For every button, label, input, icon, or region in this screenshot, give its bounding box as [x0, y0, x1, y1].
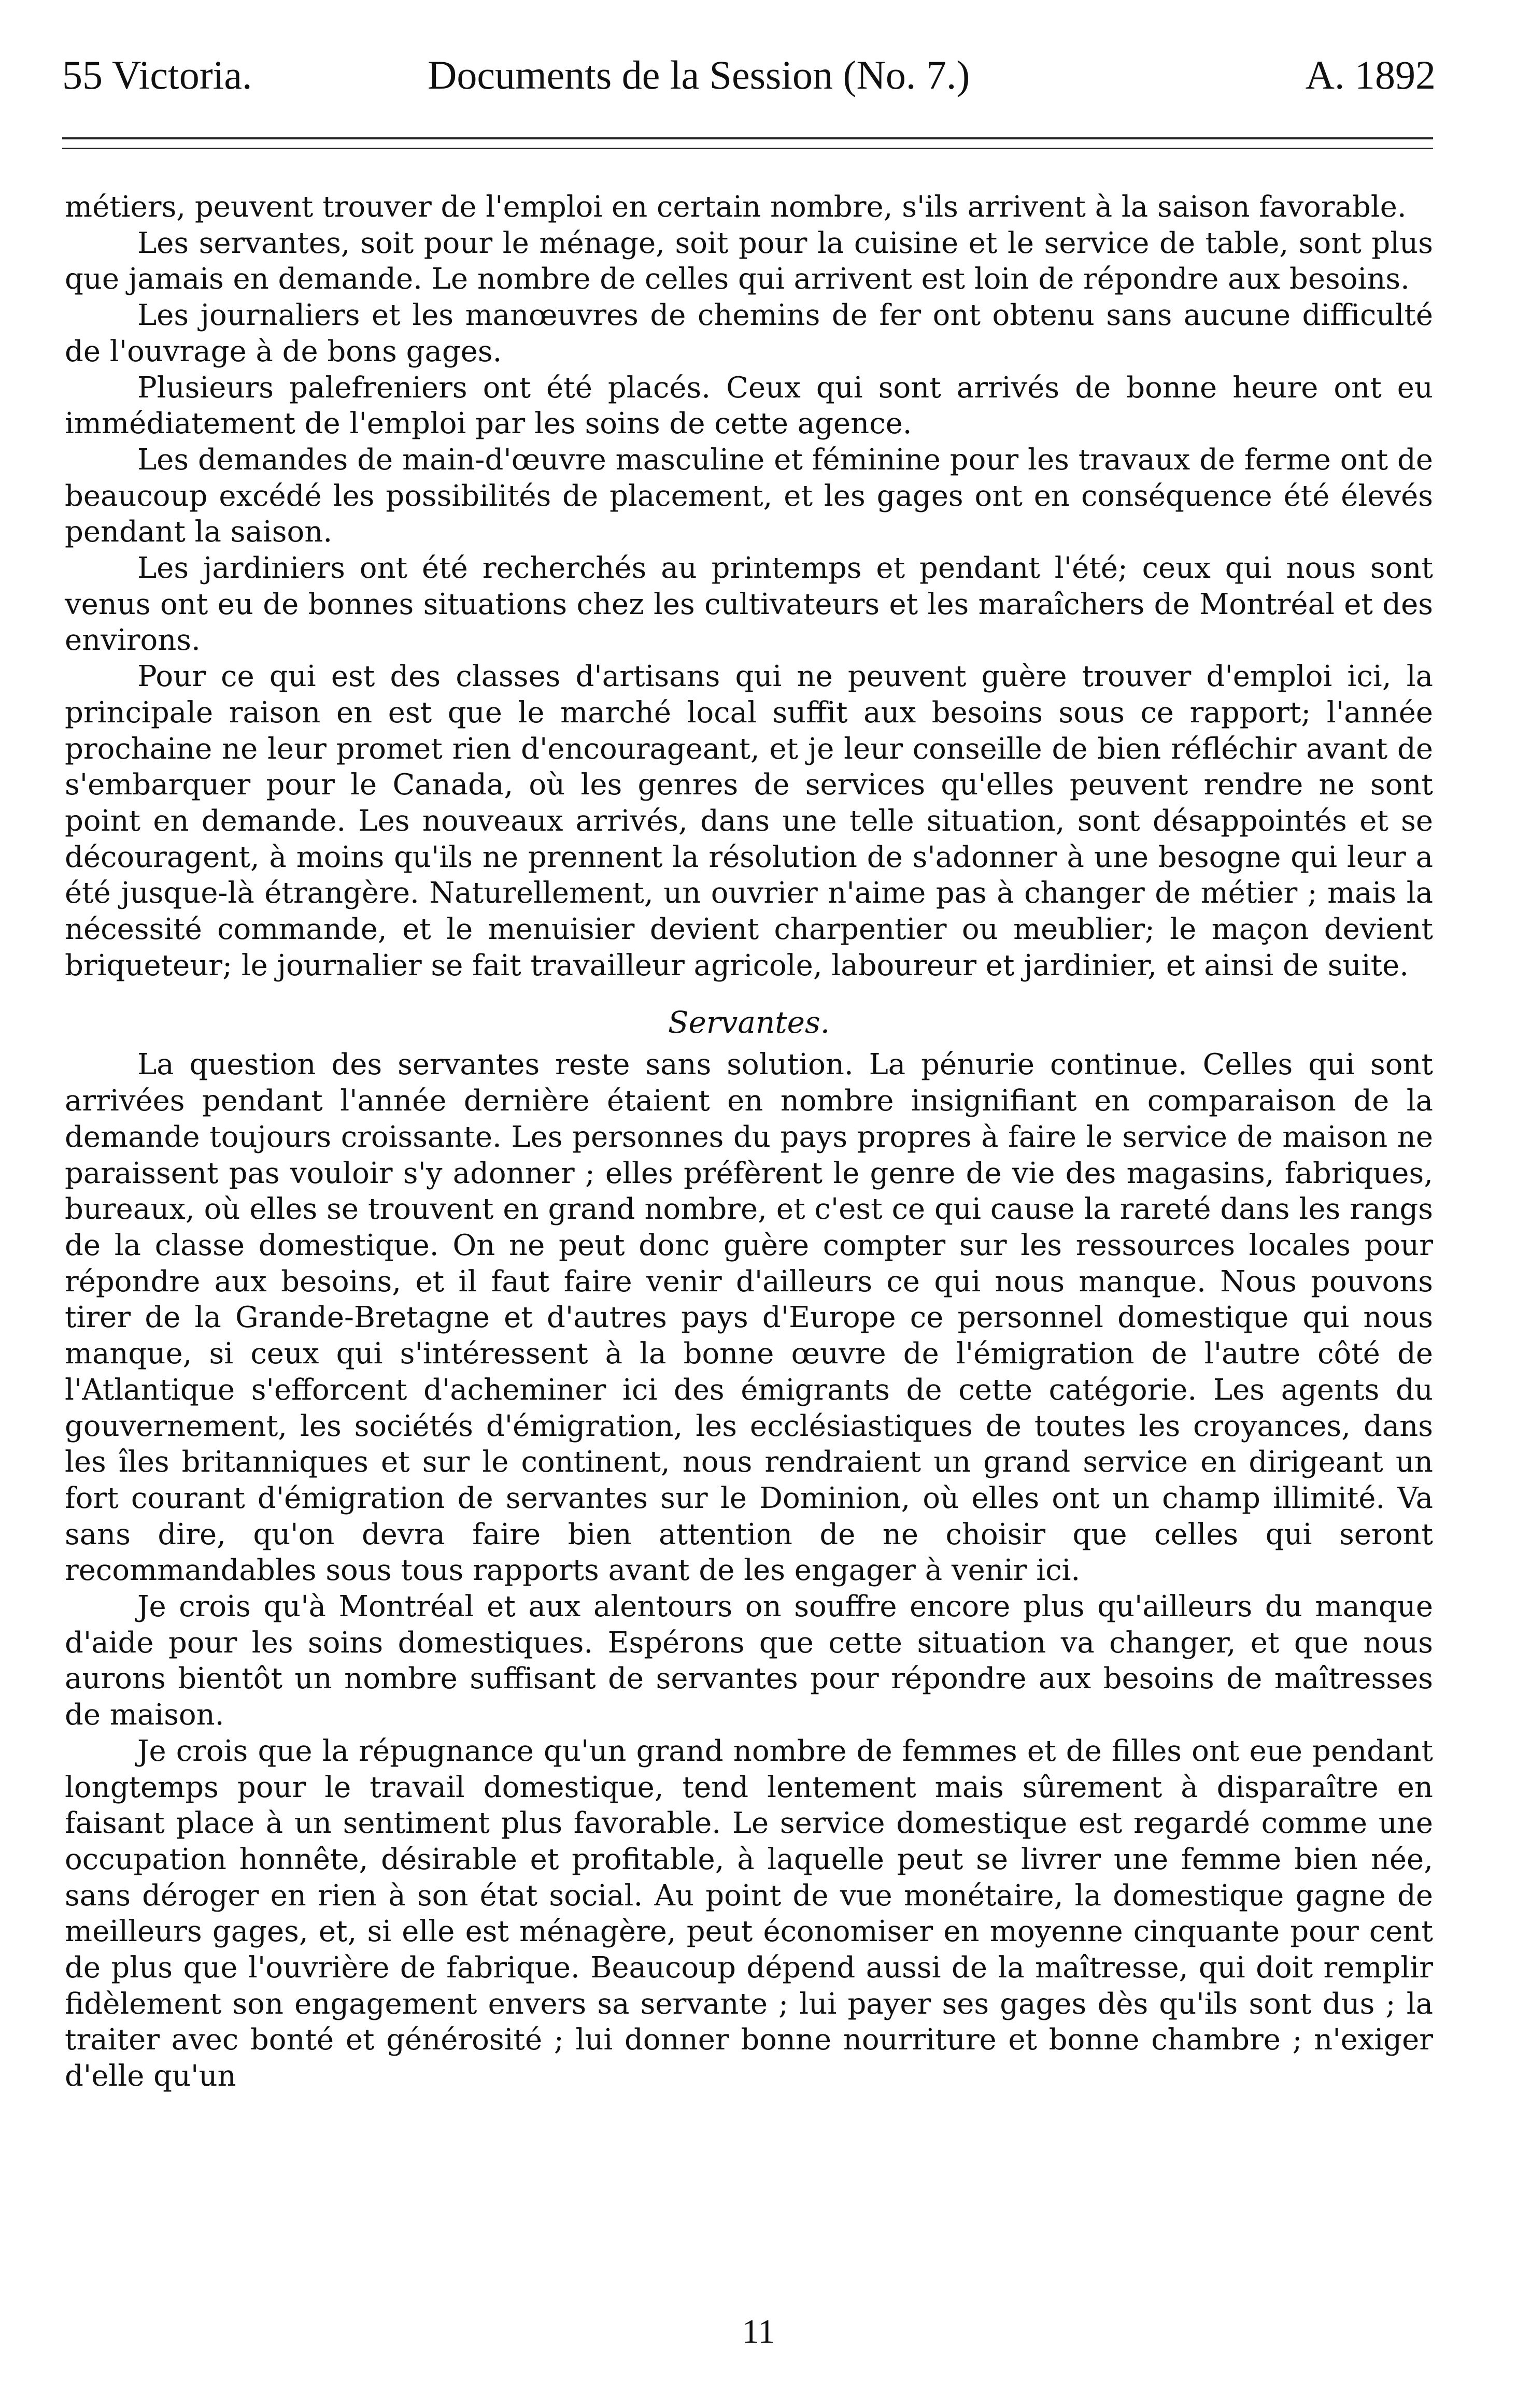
paragraph: Plusieurs palefreniers ont été placés. Ceux qui sont arrivés de bonne heure ont eu immédiatement de l'emploi par les soins de cette agence. — [65, 371, 1433, 441]
header-document-title: Documents de la Session (No. 7.) — [428, 52, 970, 97]
paragraph: métiers, peuvent trouver de l'emploi en certain nombre, s'ils arrivent à la saison favorable. — [65, 190, 1407, 224]
paragraph: La question des servantes reste sans solution. La pénurie continue. Celles qui sont arrivées pendant l'année dernière étaient en nombre insignifiant en comparaison de la demande toujours croissante. Les personnes du pays propres à faire le service de maison ne paraissent pas vouloir s'y adonner ; elles préfèrent le genre de vie des magasins, fabriques, bureaux, où elles se trouvent en grand nombre, et c'est ce qui cause la rareté dans les rangs de la classe domestique. On ne peut donc guère compter sur les ressources locales pour répondre aux besoins, et il faut faire venir d'ailleurs ce qui nous manque. Nous pouvons tirer de la Grande-Bretagne et d'autres pays d'Europe ce personnel domestique qui nous manque, si ceux qui s'intéressent à la bonne œuvre de l'émigration de l'autre côté de l'Atlantique s'efforcent d'acheminer ici des émigrants de cette catégorie. Les agents du gouvernement, les sociétés d'émigration, les ecclésiastiques de toutes les croyances, dans les îles britanniques et sur le continent, nous rendraient un grand service en dirigeant un fort courant d'émigration de servantes sur le Dominion, où elles ont un champ illimité. Va sans dire, qu'on devra faire bien attention de ne choisir que celles qui seront recommandables sous tous rapports avant de les engager à venir ici. — [65, 1048, 1433, 1588]
paragraph: Les journaliers et les manœuvres de chemins de fer ont obtenu sans aucune difficulté de l'ouvrage à de bons gages. — [65, 298, 1433, 368]
header-year: A. 1892 — [1305, 52, 1436, 97]
paragraph: Je crois que la répugnance qu'un grand nombre de femmes et de filles ont eue pendant longtemps pour le travail domestique, tend lentement mais sûrement à disparaître en faisant place à un sentiment plus favorable. Le service domestique est regardé comme une occupation honnête, désirable et profitable, à laquelle peut se livrer une femme bien née, sans déroger en rien à son état social. Au point de vue monétaire, la domestique gagne de meilleurs gages, et, si elle est ménagère, peut économiser en moyenne cinquante pour cent de plus que l'ouvrière de fabrique. Beaucoup dépend aussi de la maîtresse, qui doit remplir fidèlement son engagement envers sa servante ; lui payer ses gages dès qu'ils sont dus ; la traiter avec bonté et générosité ; lui donner bonne nourriture et bonne chambre ; n'exiger d'elle qu'un — [65, 1734, 1433, 2093]
paragraph: Les servantes, soit pour le ménage, soit pour la cuisine et le service de table, sont plus que jamais en demande. Le nombre de celles qui arrivent est loin de répondre aux besoins. — [65, 226, 1433, 296]
section-heading: Servantes. — [668, 1005, 830, 1041]
paragraph: Je crois qu'à Montréal et aux alentours on souffre encore plus qu'ailleurs du manque d'aide pour les soins domestiques. Espérons que cette situation va changer, et que nous aurons bientôt un nombre suffisant de servantes pour répondre aux besoins de maîtresses de maison. — [65, 1590, 1433, 1732]
paragraph: Les demandes de main-d'œuvre masculine et féminine pour les travaux de ferme ont de beaucoup excédé les possibilités de placement, et les gages ont en conséquence été élevés pendant la saison. — [65, 443, 1433, 549]
running-header — [62, 41, 1436, 109]
page-number: 11 — [742, 2313, 775, 2350]
header-rule-thin — [62, 148, 1433, 149]
header-rule-thick — [62, 137, 1433, 139]
paragraph: Les jardiniers ont été recherchés au printemps et pendant l'été; ceux qui nous sont venus ont eu de bonnes situations chez les cultivateurs et les maraîchers de Montréal et des environs. — [65, 551, 1433, 658]
header-regnal-year: 55 Victoria. — [62, 52, 252, 97]
body-text — [65, 189, 1433, 2094]
paragraph: Pour ce qui est des classes d'artisans qui ne peuvent guère trouver d'emploi ici, la principale raison en est que le marché local suffit aux besoins sous ce rapport; l'année prochaine ne leur promet rien d'encourageant, et je leur conseille de bien réfléchir avant de s'embarquer pour le Canada, où les genres de services qu'elles peuvent rendre ne sont point en demande. Les nouveaux arrivés, dans une telle situation, sont désappointés et se découragent, à moins qu'ils ne prennent la résolution de s'adonner à une besogne qui leur a été jusque-là étrangère. Naturellement, un ouvrier n'aime pas à changer de métier ; mais la nécessité commande, et le menuisier devient charpentier ou meublier; le maçon devient briqueteur; le journalier se fait travailleur agricole, laboureur et jardinier, et ainsi de suite. — [65, 660, 1433, 982]
